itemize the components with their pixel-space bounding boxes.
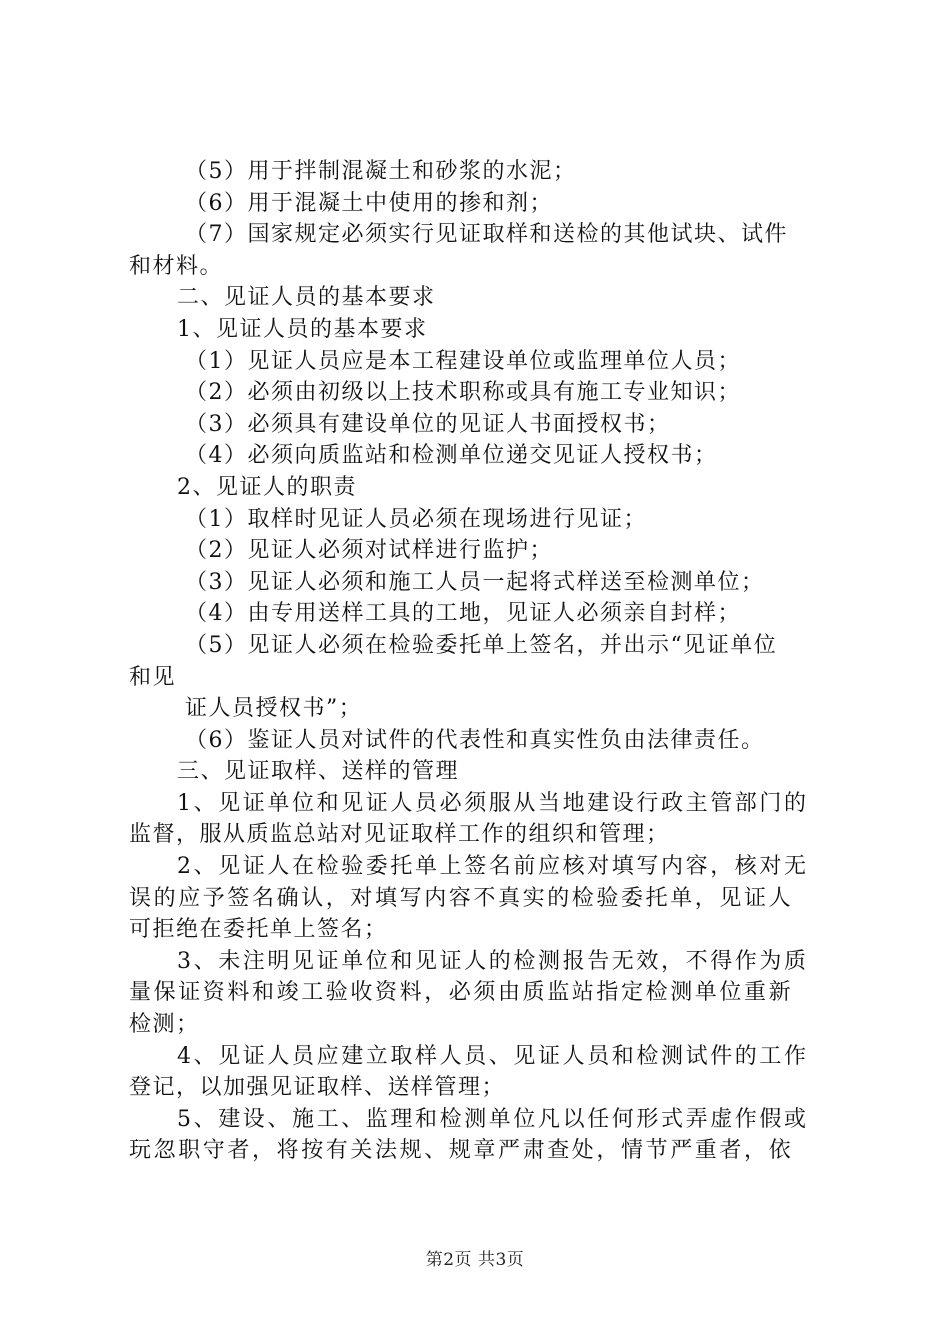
text-line: 玩忽职守者，将按有关法规、规章严肃查处，情节严重者，依 [129,1138,794,1164]
text-line: 2、见证人在检验委托单上签名前应核对填写内容，核对无 [177,854,809,880]
text-line: （3）必须具有建设单位的见证人书面授权书； [185,411,671,437]
section-heading: 三、见证取样、送样的管理 [177,759,460,785]
text-line: （2）必须由初级以上技术职称或具有施工专业知识； [185,380,741,406]
text-line: （1）见证人员应是本工程建设单位或监理单位人员； [185,348,741,374]
text-line: （6）鉴证人员对试件的代表性和真实性负由法律责任。 [185,727,765,753]
subsection-heading: 1、见证人员的基本要求 [177,316,428,342]
text-line: （5）用于拌制混凝土和砂浆的水泥； [185,159,577,184]
text-line: （4）由专用送样工具的工地，见证人必须亲自封样； [185,601,741,627]
section-heading: 二、见证人员的基本要求 [177,285,436,311]
text-line: 可拒绝在委托单上签名； [129,917,388,943]
text-line: （4）必须向质监站和检测单位递交见证人授权书； [185,443,718,469]
text-line: 登记，以加强见证取样、送样管理； [129,1075,506,1101]
text-line: （2）见证人必须对试样进行监护； [185,538,553,564]
text-line: 3、未注明见证单位和见证人的检测报告无效，不得作为质 [177,948,809,974]
page-number: 第2页 共3页 [425,1250,525,1270]
text-line: （3）见证人必须和施工人员一起将式样送至检测单位； [185,569,765,595]
text-line: 1、见证单位和见证人员必须服从当地建设行政主管部门的 [177,790,809,816]
document-body [129,156,831,1167]
text-line: （7）国家规定必须实行见证取样和送检的其他试块、试件 [185,222,788,248]
text-line: 检测； [129,1012,200,1038]
text-line: 5、建设、施工、监理和检测单位凡以任何形式弄虚作假或 [177,1106,809,1132]
text-line: 证人员授权书”； [185,696,363,722]
text-line: 监督，服从质监总站对见证取样工作的组织和管理； [129,822,670,848]
text-line: 误的应予签名确认，对填写内容不真实的检验委托单，见证人 [129,885,794,911]
text-line: （1）取样时见证人员必须在现场进行见证； [185,506,647,532]
text-line: 和见 [129,664,177,690]
text-line: 和材料。 [129,253,224,279]
text-line: 4、见证人员应建立取样人员、见证人员和检测试件的工作 [177,1043,809,1069]
text-line: 量保证资料和竣工验收资料，必须由质监站指定检测单位重新 [129,980,794,1006]
text-line: （6）用于混凝土中使用的掺和剂； [185,190,553,216]
subsection-heading: 2、见证人的职责 [177,474,357,500]
text-line: （5）见证人必须在检验委托单上签名，并出示“见证单位 [185,632,778,658]
